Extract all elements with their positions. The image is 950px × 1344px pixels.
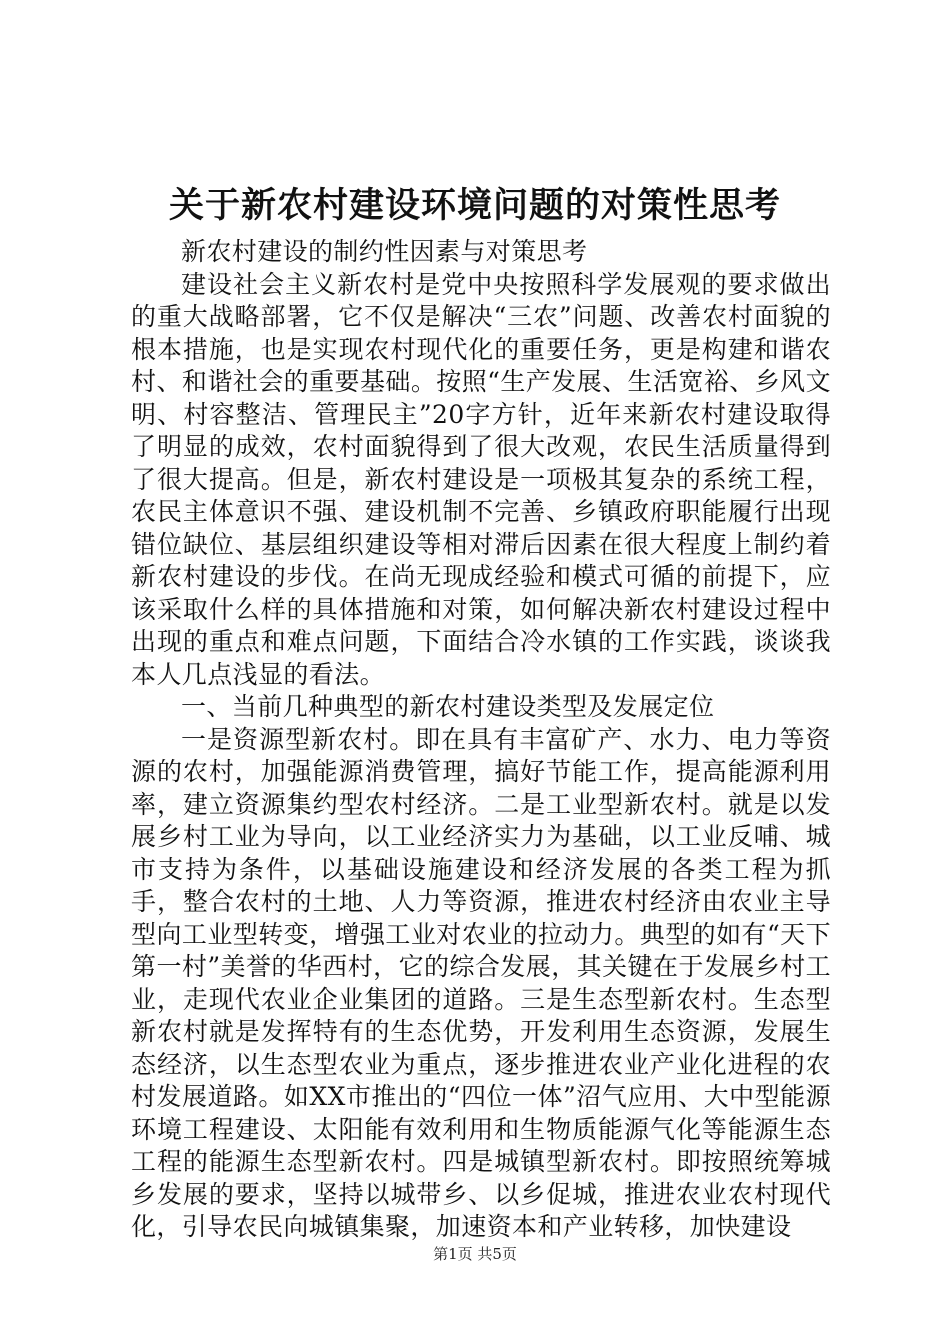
- section-heading: 一、当前几种典型的新农村建设类型及发展定位: [181, 692, 715, 721]
- intro-paragraph: 建设社会主义新农村是党中央按照科学发展观的要求做出的重大战略部署，它不仅是解决“三农”问题、改善农村面貌的根本措施，也是实现农村现代化的重要任务，更是构建和谐农村、和谐社会的重要基础。按照“生产发展、生活宽裕、乡风文明、村容整洁、管理民主”20字方针，近年来新农村建设取得了明显的成效，农村面貌得到了很大改观，农民生活质量得到了很大提高。但是，新农村建设是一项极其复杂的系统工程，农民主体意识不强、建设机制不完善、乡镇政府职能履行出现错位缺位、基层组织建设等相对滞后因素在很大程度上制约着新农村建设的步伐。在尚无现成经验和模式可循的前提下，应该采取什么样的具体措施和对策，如何解决新农村建设过程中出现的重点和难点问题，下面结合冷水镇的工作实践，谈谈我本人几点浅显的看法。: [131, 269, 831, 689]
- page-footer: 第1页 共5页: [433, 1245, 517, 1263]
- document-subtitle: 新农村建设的制约性因素与对策思考: [181, 237, 588, 266]
- document-body: [131, 236, 831, 1244]
- section-paragraph: 一是资源型新农村。即在具有丰富矿产、水力、电力等资源的农村，加强能源消费管理，搞好节能工作，提高能源利用率，建立资源集约型农村经济。二是工业型新农村。就是以发展乡村工业为导向，以工业经济实力为基础，以工业反哺、城市支持为条件，以基础设施建设和经济发展的各类工程为抓手，整合农村的土地、人力等资源，推进农村经济由农业主导型向工业型转变，增强工业对农业的拉动力。典型的如有“天下第一村”美誉的华西村，它的综合发展，其关键在于发展乡村工业，走现代农业企业集团的道路。三是生态型新农村。生态型新农村就是发挥特有的生态优势，开发利用生态资源，发展生态经济，以生态型农业为重点，逐步推进农业产业化进程的农村发展道路。如XX市推出的“四位一体”沼气应用、大中型能源环境工程建设、太阳能有效利用和生物质能源气化等能源生态工程的能源生态型新农村。四是城镇型新农村。即按照统筹城乡发展的要求，坚持以城带乡、以乡促城，推进农业农村现代化，引导农民向城镇集聚，加速资本和产业转移，加快建设: [131, 724, 831, 1241]
- document-title: 关于新农村建设环境问题的对策性思考: [168, 185, 781, 226]
